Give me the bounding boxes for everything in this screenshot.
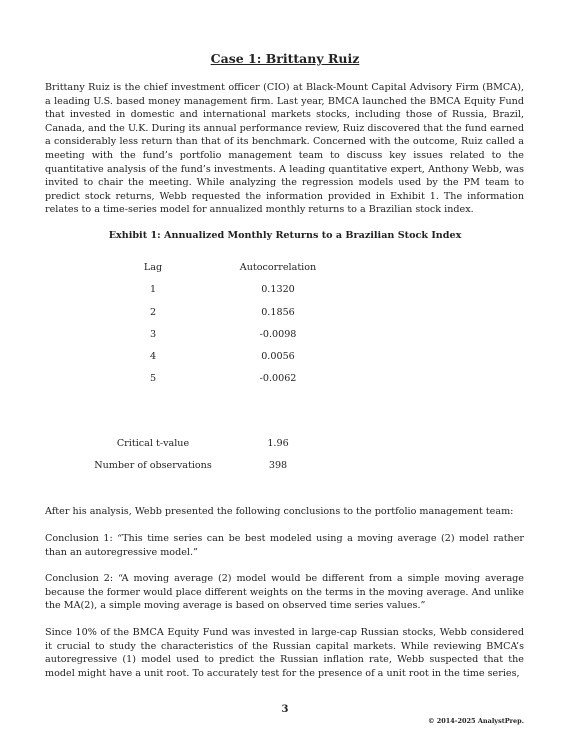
- autocorrelation-header: Autocorrelation: [239, 262, 317, 273]
- table-row-autocorrelation: 0.1856: [261, 307, 295, 318]
- page-number: 3: [281, 704, 289, 715]
- intro-paragraph: Brittany Ruiz is the chief investment officer (CIO) at Black-Mount Capital Advisory Firm (BMCA), a leading U.S. based money management firm. Last year, BMCA launched the BMCA Equity Fund that invested in domestic and international markets stocks, including those of Russia, Brazil, Canada, and the U.K. During its annual performance review, Ruiz discovered that the fund earned a considerably less return than that of its benchmark. Concerned with the outcome, Ruiz called a meeting with the fund’s portfolio management team to discuss key issues related to the quantitative analysis of the fund’s investments. A leading quantitative expert, Anthony Webb, was invited to chair the meeting. While analyzing the regression models used by the PM team to predict stock returns, Webb requested the information provided in Exhibit 1. The information relates to a time-series model for annualized monthly returns to a Brazilian stock index.: [45, 82, 524, 216]
- table-row-lag: 1: [149, 284, 157, 295]
- copyright-notice: © 2014-2025 AnalystPrep.: [427, 717, 524, 725]
- case-title: Case 1: Brittany Ruiz: [210, 51, 360, 66]
- exhibit-title: Exhibit 1: Annualized Monthly Returns to a Brazilian Stock Index: [108, 230, 462, 241]
- table-row-autocorrelation: -0.0062: [259, 373, 297, 384]
- observations-value: 398: [268, 460, 288, 471]
- table-row-lag: 3: [149, 329, 157, 340]
- table-row-lag: 2: [149, 307, 157, 318]
- conclusion-1-paragraph: Conclusion 1: “This time series can be best modeled using a moving average (2) model rather than an autoregressive model.”: [45, 533, 524, 558]
- after-analysis-paragraph: After his analysis, Webb presented the following conclusions to the portfolio management team:: [45, 506, 514, 517]
- table-row-lag: 4: [149, 351, 157, 362]
- russia-paragraph: Since 10% of the BMCA Equity Fund was invested in large-cap Russian stocks, Webb considered it crucial to study the characteristics of the Russian capital markets. While reviewing BMCA’s autoregressive (1) model used to predict the Russian inflation rate, Webb suspected that the model might have a unit root. To accurately test for the presence of a unit root in the time series,: [45, 627, 524, 679]
- critical-t-label: Critical t-value: [116, 438, 190, 449]
- table-row-autocorrelation: 0.1320: [261, 284, 295, 295]
- lag-header: Lag: [143, 262, 163, 273]
- table-row-autocorrelation: -0.0098: [259, 329, 297, 340]
- table-row-lag: 5: [149, 373, 157, 384]
- table-row-autocorrelation: 0.0056: [261, 351, 295, 362]
- observations-label: Number of observations: [94, 460, 212, 471]
- critical-t-value: 1.96: [267, 438, 289, 449]
- conclusion-2-paragraph: Conclusion 2: “A moving average (2) model would be different from a simple moving average because the former would place different weights on the terms in the moving average. And unlike the MA(2), a simple moving average is based on observed time series values.”: [45, 573, 524, 612]
